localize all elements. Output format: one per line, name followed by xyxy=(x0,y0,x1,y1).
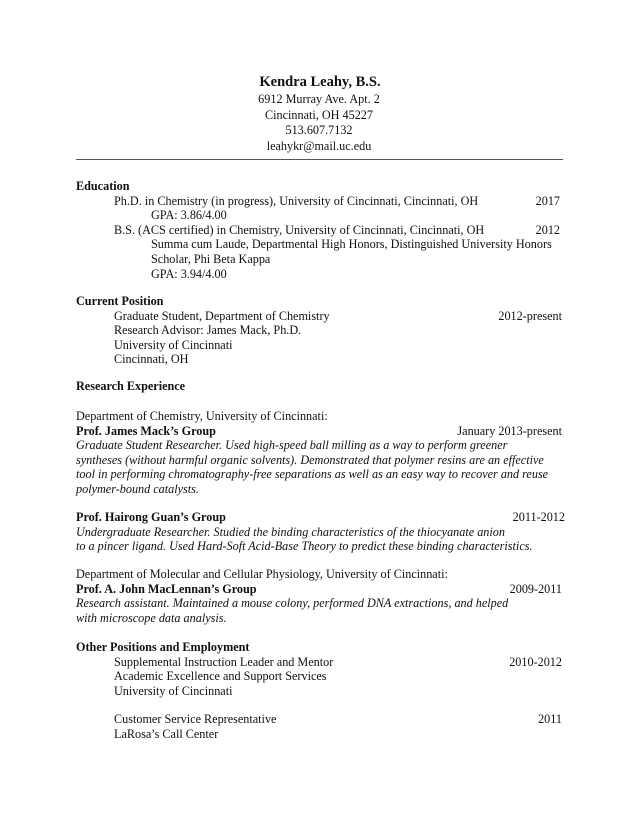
csr-dates: 2011 xyxy=(538,712,562,726)
current-position-dates: 2012-present xyxy=(498,308,562,323)
guan-description-line: Undergraduate Researcher. Studied the binding characteristics of the thiocyanate anion xyxy=(76,524,505,539)
current-position-section xyxy=(76,294,564,367)
bs-gpa: GPA: 3.94/4.00 xyxy=(151,266,227,281)
current-position-title: Graduate Student, Department of Chemistry xyxy=(114,308,330,323)
email-address: leahykr@mail.uc.edu xyxy=(266,138,372,153)
candidate-name: Kendra Leahy, B.S. xyxy=(259,74,381,90)
mack-description-line: syntheses (without harmful organic solvents). Demonstrated that polymer resins are an effective xyxy=(76,452,544,467)
maclennan-description-line: Research assistant. Maintained a mouse colony, performed DNA extractions, and helped xyxy=(76,596,509,611)
guan-entry xyxy=(76,510,564,554)
maclennan-description-line: with microscope data analysis. xyxy=(76,610,227,625)
bs-honors-line-2: Scholar, Phi Beta Kappa xyxy=(151,251,271,266)
maclennan-header xyxy=(76,582,564,597)
address-line-2: Cincinnati, OH 45227 xyxy=(265,107,373,122)
education-heading: Education xyxy=(76,179,130,193)
bs-entry xyxy=(76,223,564,238)
si-org: Academic Excellence and Support Services xyxy=(114,669,327,684)
si-dates: 2010-2012 xyxy=(509,654,562,669)
maclennan-dates: 2009-2011 xyxy=(509,581,562,596)
current-position-heading: Current Position xyxy=(76,294,164,308)
mack-description-line: tool in performing chromatography-free separations as well as an easy way to recover and reuse xyxy=(76,467,549,482)
maclennan-group: Prof. A. John MacLennan’s Group xyxy=(76,581,257,596)
other-positions-heading: Other Positions and Employment xyxy=(76,640,250,654)
phd-entry xyxy=(76,194,564,209)
guan-dates: 2011-2012 xyxy=(512,510,565,524)
mack-entry xyxy=(76,409,564,497)
csr-org: LaRosa’s Call Center xyxy=(114,726,219,741)
guan-description-line: to a pincer ligand. Used Hard-Soft Acid-Base Theory to predict these binding characteristics. xyxy=(76,539,533,554)
csr-title: Customer Service Representative xyxy=(114,712,277,726)
current-university: University of Cincinnati xyxy=(114,337,233,352)
guan-header xyxy=(76,510,564,525)
bs-degree: B.S. (ACS certified) in Chemistry, University of Cincinnati, Cincinnati, OH xyxy=(114,222,485,237)
mack-dates: January 2013-present xyxy=(457,423,562,438)
department-physiology: Department of Molecular and Cellular Physiology, University of Cincinnati: xyxy=(76,567,448,581)
phd-gpa: GPA: 3.86/4.00 xyxy=(151,208,227,223)
address-line-1: 6912 Murray Ave. Apt. 2 xyxy=(258,92,380,106)
current-position-entry xyxy=(76,309,564,324)
research-advisor: Research Advisor: James Mack, Ph.D. xyxy=(114,323,302,338)
header-divider xyxy=(76,159,563,160)
other-positions-section xyxy=(76,640,564,698)
phd-year: 2017 xyxy=(535,193,560,208)
mack-description-line: polymer-bound catalysts. xyxy=(76,481,199,496)
mack-description-line: Graduate Student Researcher. Used high-speed ball milling as a way to perform greener xyxy=(76,438,508,453)
csr-entry xyxy=(76,712,564,727)
phd-degree: Ph.D. in Chemistry (in progress), University of Cincinnati, Cincinnati, OH xyxy=(114,193,479,208)
bs-year: 2012 xyxy=(535,222,560,237)
mack-header xyxy=(76,424,564,439)
si-university: University of Cincinnati xyxy=(114,683,233,698)
department-chemistry: Department of Chemistry, University of Cincinnati: xyxy=(76,409,328,423)
maclennan-entry xyxy=(76,567,564,625)
phone-number: 513.607.7132 xyxy=(285,123,353,137)
research-heading: Research Experience xyxy=(76,379,186,393)
current-city: Cincinnati, OH xyxy=(114,352,189,367)
bs-honors-line-1: Summa cum Laude, Departmental High Honors, Distinguished University Honors xyxy=(151,237,552,252)
research-heading-block xyxy=(76,379,564,394)
education-section xyxy=(76,179,564,281)
si-entry xyxy=(76,655,564,670)
mack-group: Prof. James Mack’s Group xyxy=(76,423,216,438)
guan-group: Prof. Hairong Guan’s Group xyxy=(76,510,226,524)
resume-header xyxy=(0,73,638,154)
csr-entry-block xyxy=(76,712,564,741)
si-title: Supplemental Instruction Leader and Mentor xyxy=(114,654,334,669)
